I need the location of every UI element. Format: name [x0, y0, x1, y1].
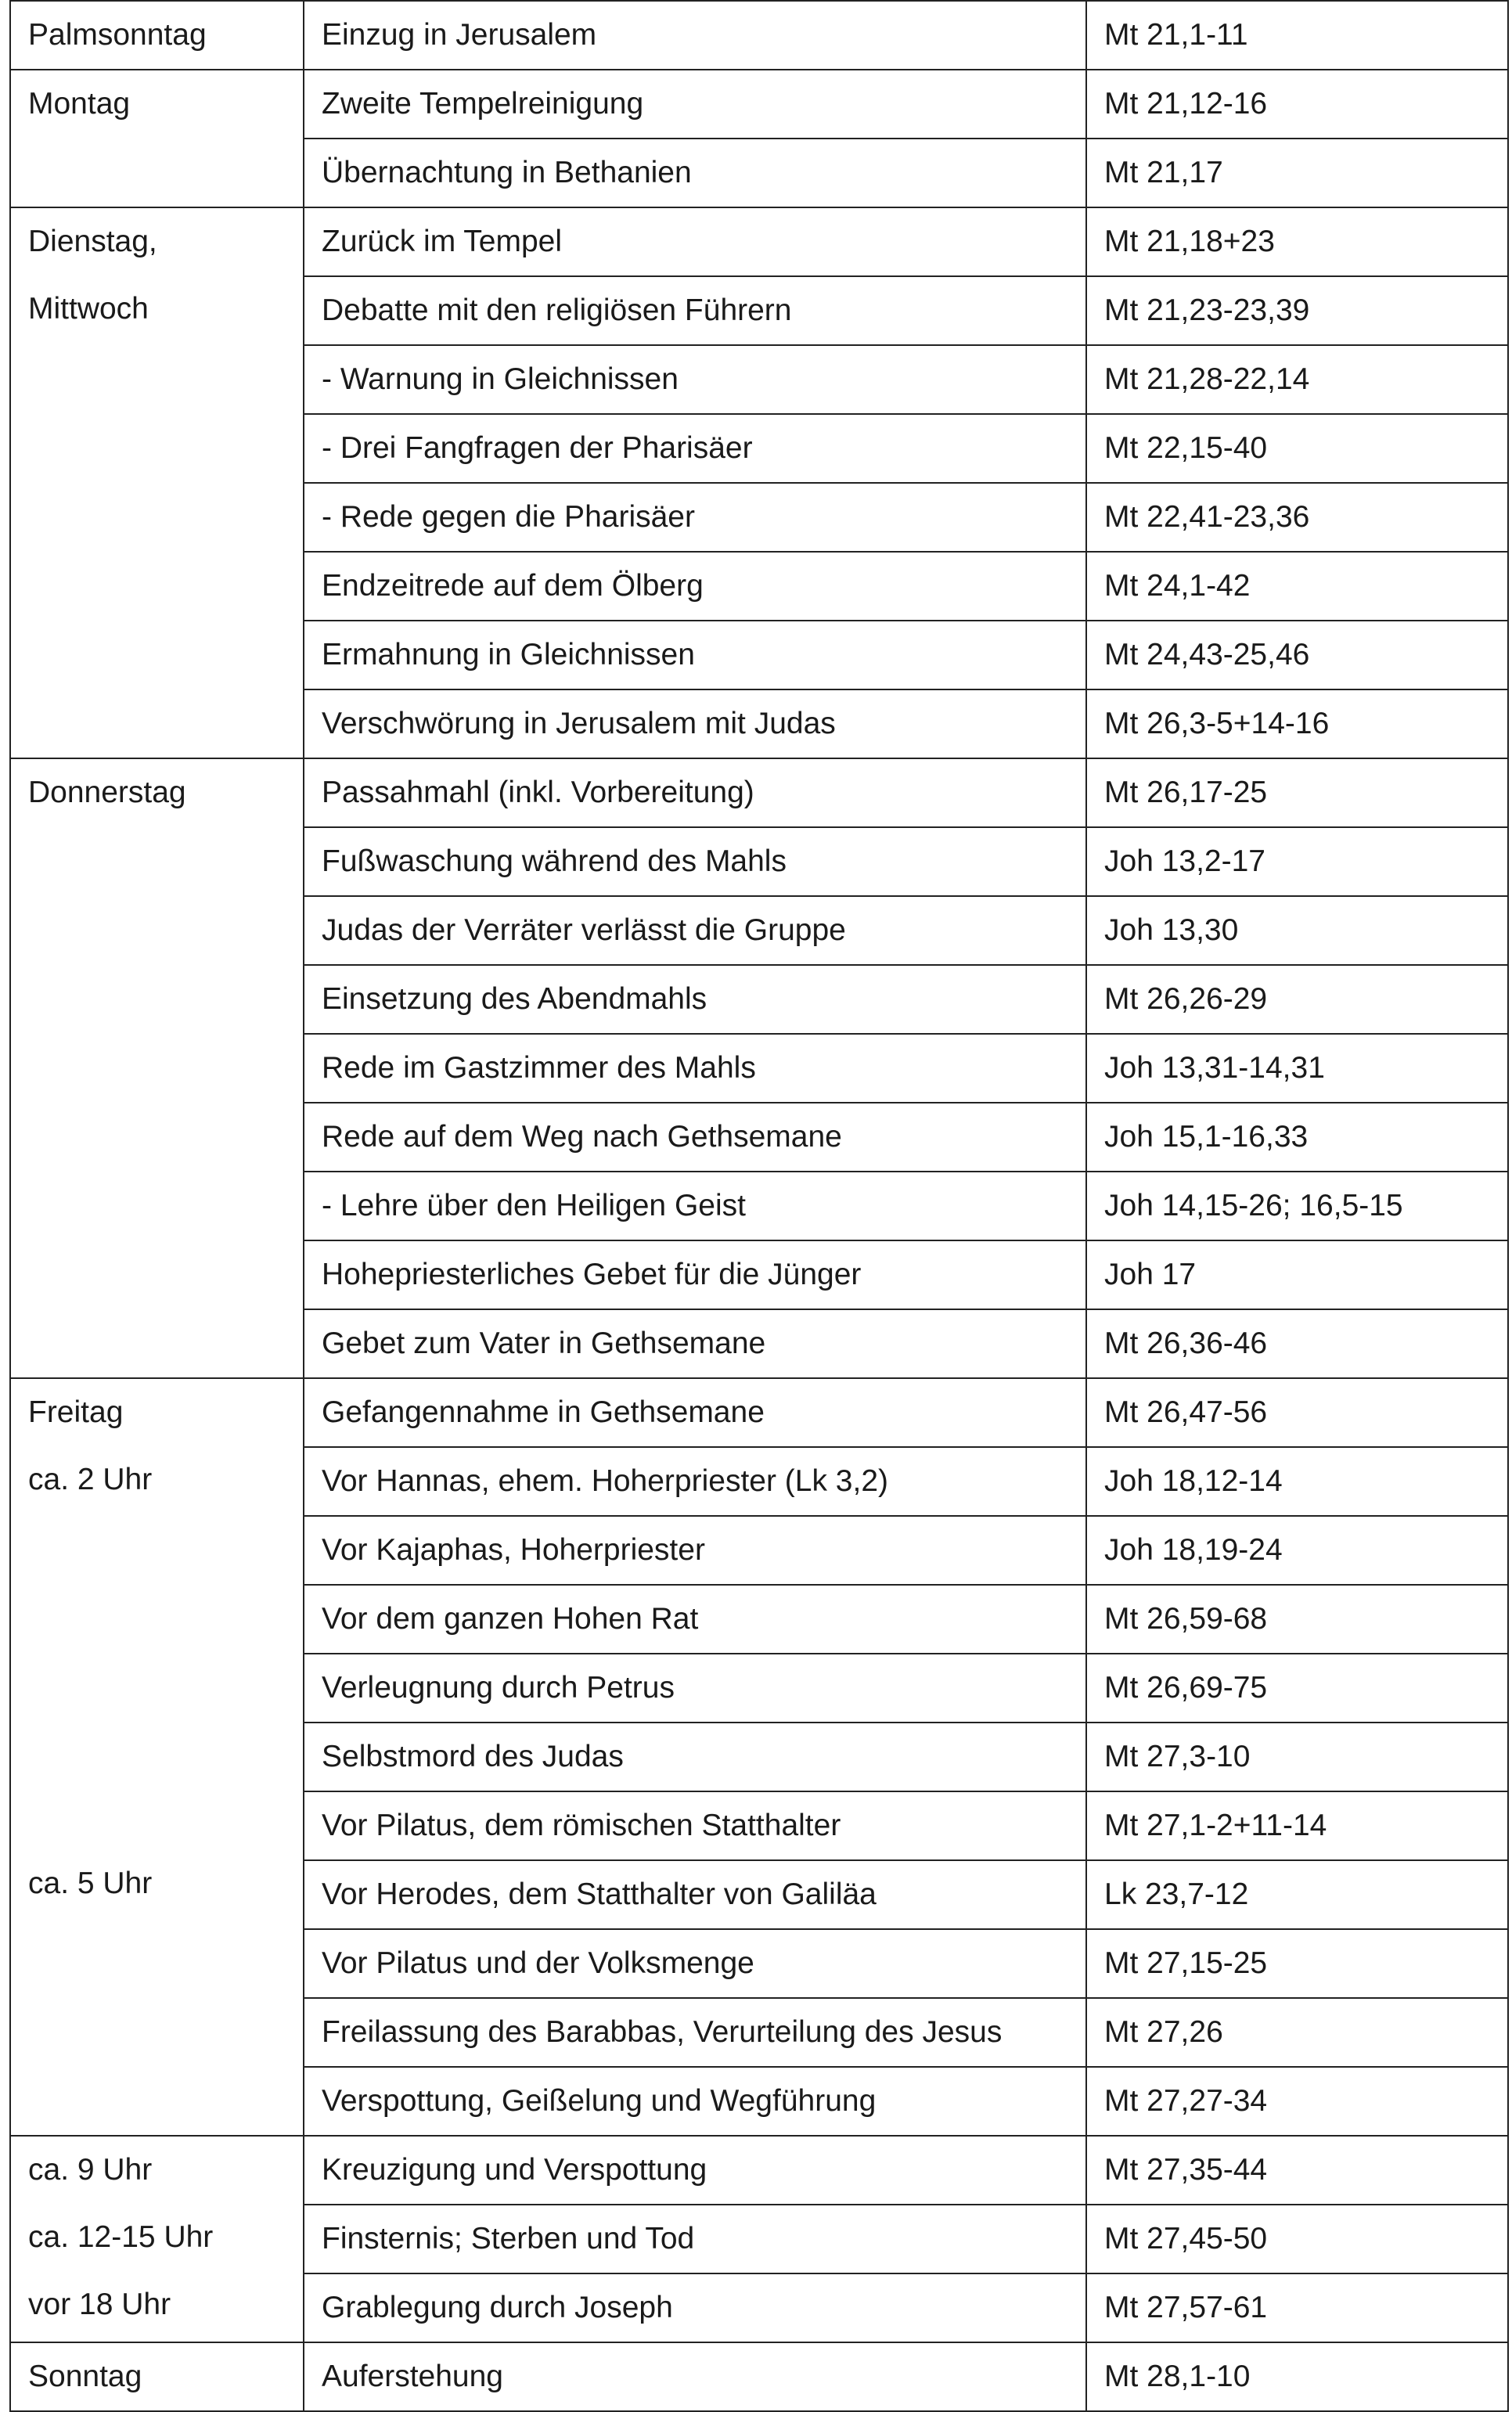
event-cell: Vor Pilatus, dem römischen Statthalter	[304, 1791, 1086, 1860]
table-row	[10, 758, 1508, 827]
day-label: ca. 9 Uhr	[28, 2153, 153, 2187]
event-cell: Freilassung des Barabbas, Verurteilung des Jesus	[304, 1998, 1086, 2067]
scripture-reference-cell: Mt 26,69-75	[1086, 1654, 1508, 1723]
day-spacer	[28, 1783, 286, 1850]
day-cell	[10, 70, 304, 207]
day-label: Mittwoch	[28, 292, 149, 326]
event-cell: Gefangennahme in Gethsemane	[304, 1378, 1086, 1447]
event-cell: Grablegung durch Joseph	[304, 2273, 1086, 2342]
day-label: Sonntag	[28, 2360, 142, 2393]
event-cell: - Lehre über den Heiligen Geist	[304, 1172, 1086, 1240]
event-cell: Endzeitrede auf dem Ölberg	[304, 552, 1086, 621]
day-label: Palmsonntag	[28, 18, 207, 52]
day-spacer	[28, 1715, 286, 1783]
scripture-reference-cell: Lk 23,7-12	[1086, 1860, 1508, 1929]
event-cell: Rede auf dem Weg nach Gethsemane	[304, 1103, 1086, 1172]
event-cell: Einsetzung des Abendmahls	[304, 965, 1086, 1034]
day-cell	[10, 1378, 304, 2136]
scripture-reference-cell: Mt 22,15-40	[1086, 414, 1508, 483]
scripture-reference-cell: Mt 27,27-34	[1086, 2067, 1508, 2136]
scripture-reference-cell: Mt 26,17-25	[1086, 758, 1508, 827]
event-cell: Verspottung, Geißelung und Wegführung	[304, 2067, 1086, 2136]
day-spacer	[28, 1514, 286, 1581]
event-cell: Verleugnung durch Petrus	[304, 1654, 1086, 1723]
table-body	[10, 1, 1508, 2411]
event-cell: Selbstmord des Judas	[304, 1723, 1086, 1791]
day-cell	[10, 1, 304, 70]
day-label: Freitag	[28, 1395, 124, 1429]
day-cell	[10, 207, 304, 758]
scripture-reference-cell: Mt 27,45-50	[1086, 2205, 1508, 2273]
scripture-reference-cell: Mt 24,43-25,46	[1086, 621, 1508, 689]
scripture-reference-cell: Mt 21,28-22,14	[1086, 345, 1508, 414]
table-row	[10, 1378, 1508, 1447]
scripture-reference-cell: Mt 26,26-29	[1086, 965, 1508, 1034]
day-cell	[10, 758, 304, 1378]
event-cell: Zurück im Tempel	[304, 207, 1086, 276]
event-cell: Vor Kajaphas, Hoherpriester	[304, 1516, 1086, 1585]
passion-week-table	[9, 0, 1509, 2412]
event-cell: Einzug in Jerusalem	[304, 1, 1086, 70]
scripture-reference-cell: Mt 27,57-61	[1086, 2273, 1508, 2342]
event-cell: Finsternis; Sterben und Tod	[304, 2205, 1086, 2273]
scripture-reference-cell: Mt 26,59-68	[1086, 1585, 1508, 1654]
day-label: Montag	[28, 87, 131, 121]
scripture-reference-cell: Mt 27,15-25	[1086, 1929, 1508, 1998]
event-cell: - Drei Fangfragen der Pharisäer	[304, 414, 1086, 483]
event-cell: Debatte mit den religiösen Führern	[304, 276, 1086, 345]
event-cell: Gebet zum Vater in Gethsemane	[304, 1309, 1086, 1378]
table-row	[10, 2342, 1508, 2411]
event-cell: Zweite Tempelreinigung	[304, 70, 1086, 139]
event-cell: - Warnung in Gleichnissen	[304, 345, 1086, 414]
day-cell	[10, 2136, 304, 2342]
day-label: vor 18 Uhr	[28, 2288, 171, 2321]
table-row	[10, 207, 1508, 276]
event-cell: Auferstehung	[304, 2342, 1086, 2411]
scripture-reference-cell: Joh 18,19-24	[1086, 1516, 1508, 1585]
scripture-reference-cell: Joh 13,31-14,31	[1086, 1034, 1508, 1103]
scripture-reference-cell: Mt 27,1-2+11-14	[1086, 1791, 1508, 1860]
event-cell: Passahmahl (inkl. Vorbereitung)	[304, 758, 1086, 827]
scripture-reference-cell: Mt 21,23-23,39	[1086, 276, 1508, 345]
scripture-reference-cell: Mt 26,36-46	[1086, 1309, 1508, 1378]
scripture-reference-cell: Joh 13,30	[1086, 896, 1508, 965]
day-spacer	[28, 1648, 286, 1715]
event-cell: Kreuzigung und Verspottung	[304, 2136, 1086, 2205]
scripture-reference-cell: Mt 21,18+23	[1086, 207, 1508, 276]
scripture-reference-cell: Joh 18,12-14	[1086, 1447, 1508, 1516]
scripture-reference-cell: Mt 21,12-16	[1086, 70, 1508, 139]
event-cell: Ermahnung in Gleichnissen	[304, 621, 1086, 689]
scripture-reference-cell: Mt 22,41-23,36	[1086, 483, 1508, 552]
scripture-reference-cell: Mt 27,26	[1086, 1998, 1508, 2067]
scripture-reference-cell: Joh 15,1-16,33	[1086, 1103, 1508, 1172]
scripture-reference-cell: Joh 17	[1086, 1240, 1508, 1309]
scripture-reference-cell: Joh 13,2-17	[1086, 827, 1508, 896]
scripture-reference-cell: Mt 28,1-10	[1086, 2342, 1508, 2411]
day-label: ca. 12-15 Uhr	[28, 2220, 214, 2254]
event-cell: Vor Pilatus und der Volksmenge	[304, 1929, 1086, 1998]
scripture-reference-cell: Mt 21,17	[1086, 139, 1508, 207]
event-cell: Vor dem ganzen Hohen Rat	[304, 1585, 1086, 1654]
scripture-reference-cell: Joh 14,15-26; 16,5-15	[1086, 1172, 1508, 1240]
scripture-reference-cell: Mt 26,3-5+14-16	[1086, 689, 1508, 758]
event-cell: Übernachtung in Bethanien	[304, 139, 1086, 207]
event-cell: Rede im Gastzimmer des Mahls	[304, 1034, 1086, 1103]
event-cell: Fußwaschung während des Mahls	[304, 827, 1086, 896]
event-cell: Vor Hannas, ehem. Hoherpriester (Lk 3,2)	[304, 1447, 1086, 1516]
table-row	[10, 1, 1508, 70]
scripture-reference-cell: Mt 21,1-11	[1086, 1, 1508, 70]
event-cell: Hohepriesterliches Gebet für die Jünger	[304, 1240, 1086, 1309]
scripture-reference-cell: Mt 26,47-56	[1086, 1378, 1508, 1447]
event-cell: Verschwörung in Jerusalem mit Judas	[304, 689, 1086, 758]
day-label: ca. 5 Uhr	[28, 1867, 153, 1900]
table-row	[10, 2136, 1508, 2205]
day-label: Dienstag,	[28, 225, 157, 258]
day-label: Donnerstag	[28, 776, 186, 809]
scripture-reference-cell: Mt 27,35-44	[1086, 2136, 1508, 2205]
day-cell	[10, 2342, 304, 2411]
scripture-reference-cell: Mt 24,1-42	[1086, 552, 1508, 621]
scripture-reference-cell: Mt 27,3-10	[1086, 1723, 1508, 1791]
event-cell: - Rede gegen die Pharisäer	[304, 483, 1086, 552]
event-cell: Judas der Verräter verlässt die Gruppe	[304, 896, 1086, 965]
table-row	[10, 70, 1508, 139]
day-label: ca. 2 Uhr	[28, 1463, 153, 1496]
day-spacer	[28, 1581, 286, 1648]
event-cell: Vor Herodes, dem Statthalter von Galiläa	[304, 1860, 1086, 1929]
